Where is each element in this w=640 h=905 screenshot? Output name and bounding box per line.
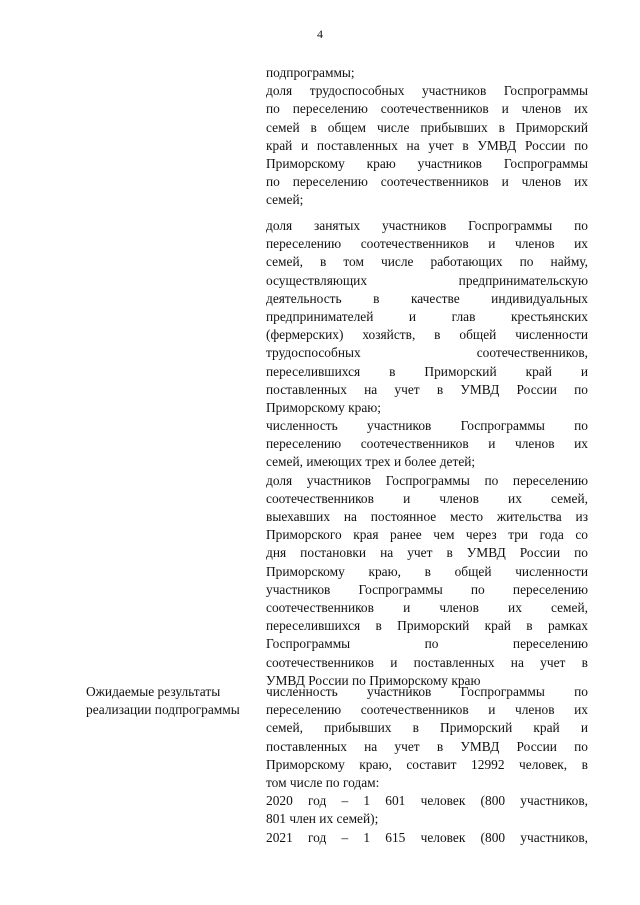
text-line: переселившихся в Приморский край в рамках (266, 618, 588, 634)
text-line: Приморского края ранее чем через три года со (266, 527, 588, 543)
text-line: трудоспособных соотечественников, (266, 345, 588, 361)
text-line: по переселению соотечественников и членов их (266, 174, 588, 190)
text-line: семей, прибывших в Приморский край и (266, 720, 588, 736)
text-line: соотечественников и членов их семей, (266, 490, 588, 506)
text-line: дня постановки на учет в УМВД России по (266, 545, 588, 561)
text-line: семей в общем числе прибывших в Приморский (266, 119, 588, 135)
text-line: переселению соотечественников и членов их (266, 436, 588, 452)
text-line: Приморскому краю, в общей численности (266, 563, 588, 579)
indicators-list-part-1 (266, 64, 588, 210)
text-line: доля трудоспособных участников Госпрограммы (266, 83, 588, 99)
text-line: УМВД России по Приморскому краю (266, 672, 481, 688)
text-line: переселению соотечественников и членов их (266, 236, 588, 252)
text-line: участников Госпрограммы по переселению (266, 581, 588, 597)
text-line: 2021 год – 1 615 человек (800 участников, (266, 829, 588, 845)
indicators-list-part-2 (266, 217, 588, 690)
page-number: 4 (317, 27, 323, 41)
expected-results-text (266, 683, 588, 847)
text-line: Приморскому краю, составит 12992 человек, в (266, 756, 588, 772)
text-line: (фермерских) хозяйств, в общей численности (266, 327, 588, 343)
text-line: доля занятых участников Госпрограммы по (266, 218, 588, 233)
text-line: соотечественников и поставленных на учет в (266, 654, 588, 670)
text-line: переселению соотечественников и членов их (266, 702, 588, 718)
text-line: выехавших на постоянное место жительства из (266, 509, 588, 524)
label-line: реализации подпрограммы (86, 702, 240, 718)
text-line: том числе по годам: (266, 774, 380, 790)
text-line: переселившихся в Приморский край и (266, 363, 588, 379)
text-line: Приморскому краю; (266, 399, 381, 415)
text-line: численность участников Госпрограммы по (266, 418, 588, 434)
text-line: деятельность в качестве индивидуальных (266, 290, 588, 306)
text-line: поставленных на учет в УМВД России по (266, 738, 588, 754)
text-line: Госпрограммы по переселению (266, 636, 588, 652)
text-line: семей, имеющих трех и более детей; (266, 454, 476, 470)
text-line: осуществляющих предпринимательскую (266, 272, 588, 288)
label-line: Ожидаемые результаты (86, 684, 221, 699)
text-line: подпрограммы; (266, 65, 355, 80)
text-line: семей; (266, 192, 304, 208)
text-line: предпринимателей и глав крестьянских (266, 308, 588, 324)
text-line: соотечественников и членов их семей, (266, 599, 588, 615)
text-line: 2020 год – 1 601 человек (800 участников, (266, 793, 588, 809)
text-line: по переселению соотечественников и членов их (266, 101, 588, 117)
expected-results-label (86, 683, 261, 719)
text-line: численность участников Госпрограммы по (266, 684, 588, 699)
text-line: край и поставленных на учет в УМВД России по (266, 137, 588, 153)
text-line: Приморскому краю участников Госпрограммы (266, 155, 588, 171)
text-line: поставленных на учет в УМВД России по (266, 381, 588, 397)
text-line: 801 член их семей); (266, 811, 379, 827)
text-line: доля участников Госпрограммы по переселению (266, 472, 588, 488)
text-line: семей, в том числе работающих по найму, (266, 254, 588, 270)
